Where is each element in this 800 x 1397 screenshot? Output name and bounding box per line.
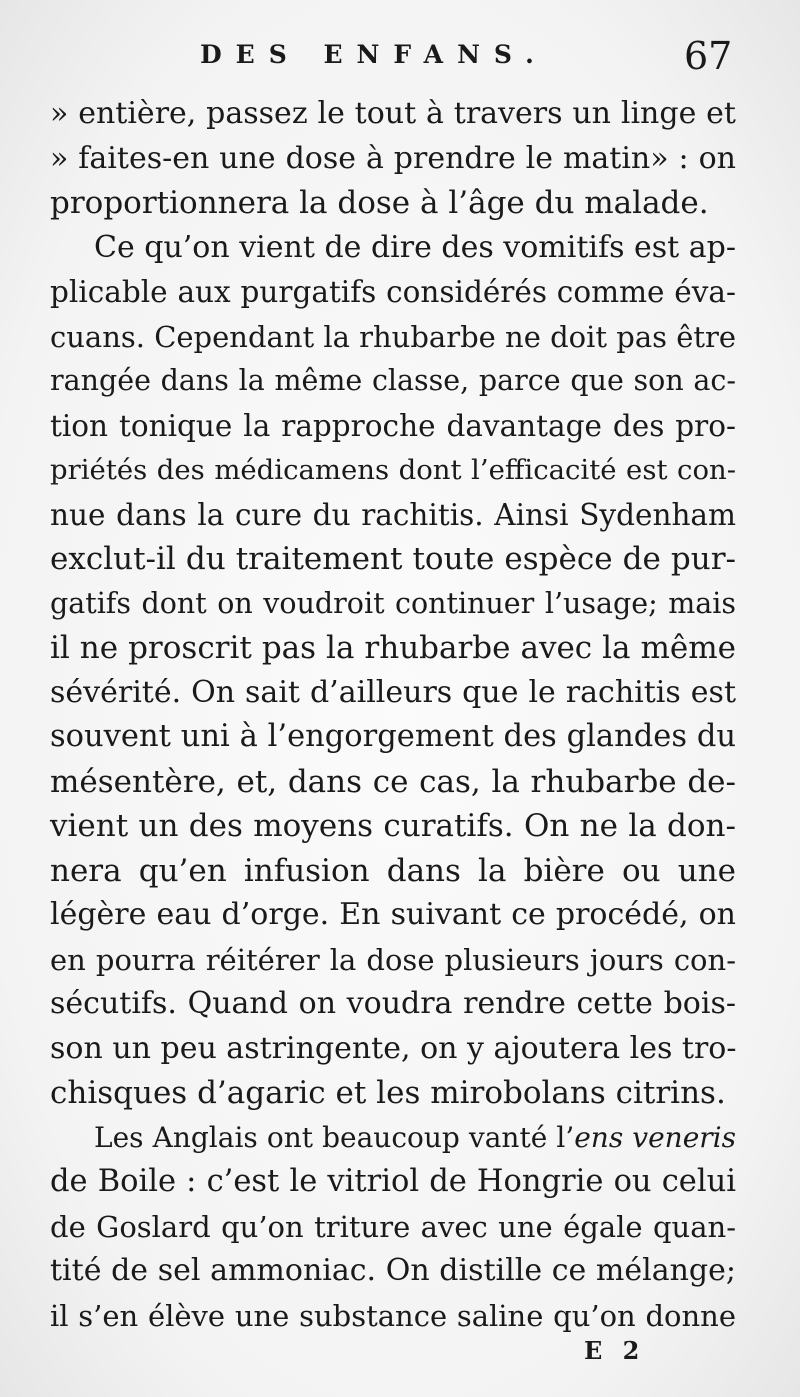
text-line: proportionnera la dose à l’âge du malade.	[50, 185, 709, 221]
text-line: son un peu astringente, on y ajoutera les tro-	[50, 1030, 737, 1066]
text-line: nue dans la cure du rachitis. Ainsi Sydenham	[50, 497, 736, 532]
text-line: de Goslard qu’on triture avec une égale quan-	[50, 1209, 736, 1244]
text-line: il ne proscrit pas la rhubarbe avec la même	[50, 630, 736, 666]
page-number: 67	[684, 34, 733, 78]
text-line: sécutifs. Quand on voudra rendre cette bois-	[50, 986, 736, 1021]
text-line: vient un des moyens curatifs. On ne la don-	[50, 808, 736, 844]
text-line: mésentère, et, dans ce cas, la rhubarbe de-	[50, 763, 736, 800]
body-text	[50, 92, 736, 1338]
text-line: chisques d’agaric et les mirobolans citrins.	[50, 1075, 726, 1111]
signature-mark: E 2	[584, 1336, 646, 1365]
text-line: priétés des médicamens dont l’efficacité est con-	[50, 454, 736, 486]
text-line: souvent uni à l’engorgement des glandes du	[50, 719, 736, 754]
text-run: Les Anglais ont beaucoup vanté l’	[94, 1120, 575, 1154]
text-line: sévérité. On sait d’ailleurs que le rachitis est	[50, 674, 736, 710]
text-line: nera qu’en infusion dans la bière ou une	[50, 852, 736, 889]
text-line: exclut-il du traitement toute espèce de pur-	[50, 541, 736, 577]
text-line: il s’en élève une substance saline qu’on donne	[50, 1298, 736, 1333]
text-line: cuans. Cependant la rhubarbe ne doit pas être	[50, 319, 737, 354]
text-line: Ce qu’on vient de dire des vomitifs est ap-	[94, 229, 736, 265]
text-line: plicable aux purgatifs considérés comme éva-	[50, 275, 736, 309]
text-line	[50, 1116, 736, 1161]
text-line: en pourra réitérer la dose plusieurs jours con-	[50, 942, 736, 977]
text-line: » faites-en une dose à prendre le matin» : on	[50, 140, 736, 176]
running-title: DES ENFANS.	[200, 40, 548, 69]
text-line: rangée dans la même classe, parce que son ac-	[50, 364, 736, 397]
text-line: gatifs dont on voudroit continuer l’usage; mais	[50, 586, 736, 620]
text-line: de Boile : c’est le vitriol de Hongrie ou celui	[50, 1164, 736, 1199]
text-line: » entière, passez le tout à travers un linge et	[50, 96, 736, 131]
text-line: tité de sel ammoniac. On distille ce mélange;	[50, 1253, 736, 1288]
text-line: légère eau d’orge. En suivant ce procédé, on	[50, 897, 736, 932]
text-line: tion tonique la rapproche davantage des pro-	[50, 408, 736, 443]
italic-term: ens veneris	[574, 1120, 736, 1154]
